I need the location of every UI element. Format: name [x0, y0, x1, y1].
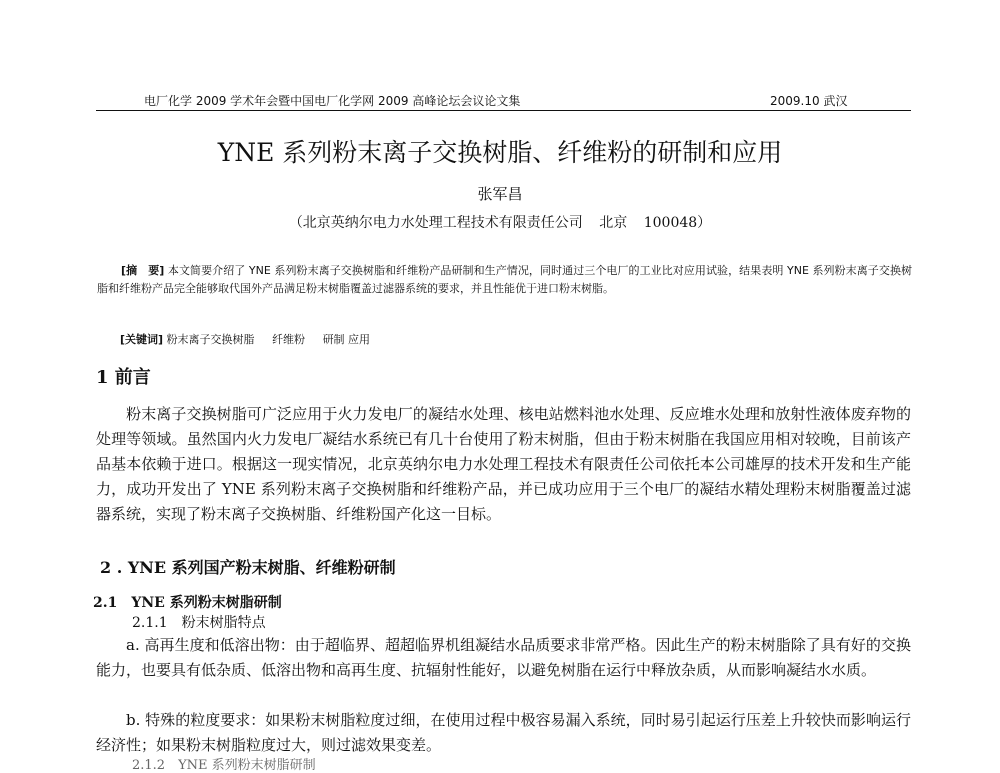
section-1-paragraph — [96, 402, 911, 527]
affiliation — [0, 212, 1000, 232]
paragraph-a — [96, 633, 911, 683]
author-name: 张军昌 — [477, 185, 523, 203]
abstract — [97, 262, 912, 298]
running-header-left: 电厂化学 2009 学术年会暨中国电厂化学网 2009 高峰论坛会议论文集 — [144, 94, 521, 108]
subsection-2-1-1-heading: 2.1.1 粉末树脂特点 — [132, 615, 266, 631]
keyword-item: 粉末离子交换树脂 — [166, 333, 255, 346]
paragraph-b — [96, 708, 911, 758]
subsection-2-1-heading: 2.1 YNE 系列粉末树脂研制 — [93, 595, 282, 611]
paper-title: YNE 系列粉末离子交换树脂、纤维粉的研制和应用 — [217, 138, 783, 167]
abstract-label: [摘 要] — [121, 264, 165, 277]
paragraph-a-text: a. 高再生度和低溶出物：由于超临界、超超临界机组凝结水品质要求非常严格。因此生产的粉末树脂除了具有好的交换能力，也要具有低杂质、低溶出物和高再生度、抗辐射性能好，以避免树脂在运行中释放杂质，从而影响凝结水水质。 — [96, 636, 911, 679]
header-divider — [96, 110, 911, 111]
section-2-heading: 2 . YNE 系列国产粉末树脂、纤维粉研制 — [100, 558, 396, 577]
affiliation-org: （北京英纳尔电力水处理工程技术有限责任公司 — [288, 215, 583, 231]
keyword-item: 研制 应用 — [322, 333, 371, 346]
section-1-text: 粉末离子交换树脂可广泛应用于火力发电厂的凝结水处理、核电站燃料池水处理、反应堆水处理和放射性液体废弃物的处理等领域。虽然国内火力发电厂凝结水系统已有几十台使用了粉末树脂，但由于粉末树脂在我国应用相对较晚，目前该产品基本依赖于进口。根据这一现实情况，北京英纳尔电力水处理工程技术有限责任公司依托本公司雄厚的技术开发和生产能力，成功开发出了 YNE 系列粉末离子交换树脂和纤维粉产品，并已成功应用于三个电厂的凝结水精处理粉末树脂覆盖过滤器系统，实现了粉末离子交换树脂、纤维粉国产化这一目标。 — [96, 405, 911, 523]
affiliation-postcode: 100048） — [643, 215, 712, 231]
keywords — [120, 331, 384, 347]
keywords-label: [关键词] — [120, 333, 164, 346]
running-header-date: 2009.10 武汉 — [770, 94, 848, 108]
cutoff-subheading: 2.1.2 YNE 系列粉末树脂研制 — [132, 758, 316, 773]
paragraph-b-text: b. 特殊的粒度要求：如果粉末树脂粒度过细，在使用过程中极容易漏入系统，同时易引起运行压差上升较快而影响运行经济性；如果粉末树脂粒度过大，则过滤效果变差。 — [96, 711, 911, 754]
affiliation-city: 北京 — [599, 215, 628, 231]
section-1-heading: 1 前言 — [96, 367, 151, 388]
keyword-item: 纤维粉 — [272, 333, 306, 346]
abstract-text: 本文简要介绍了 YNE 系列粉末离子交换树脂和纤维粉产品研制和生产情况，同时通过三个电厂的工业比对应用试验，结果表明 YNE 系列粉末离子交换树脂和纤维粉产品完全能够取代国外产品满足粉末树脂覆盖过滤器系统的要求，并且性能优于进口粉末树脂。 — [97, 264, 913, 295]
